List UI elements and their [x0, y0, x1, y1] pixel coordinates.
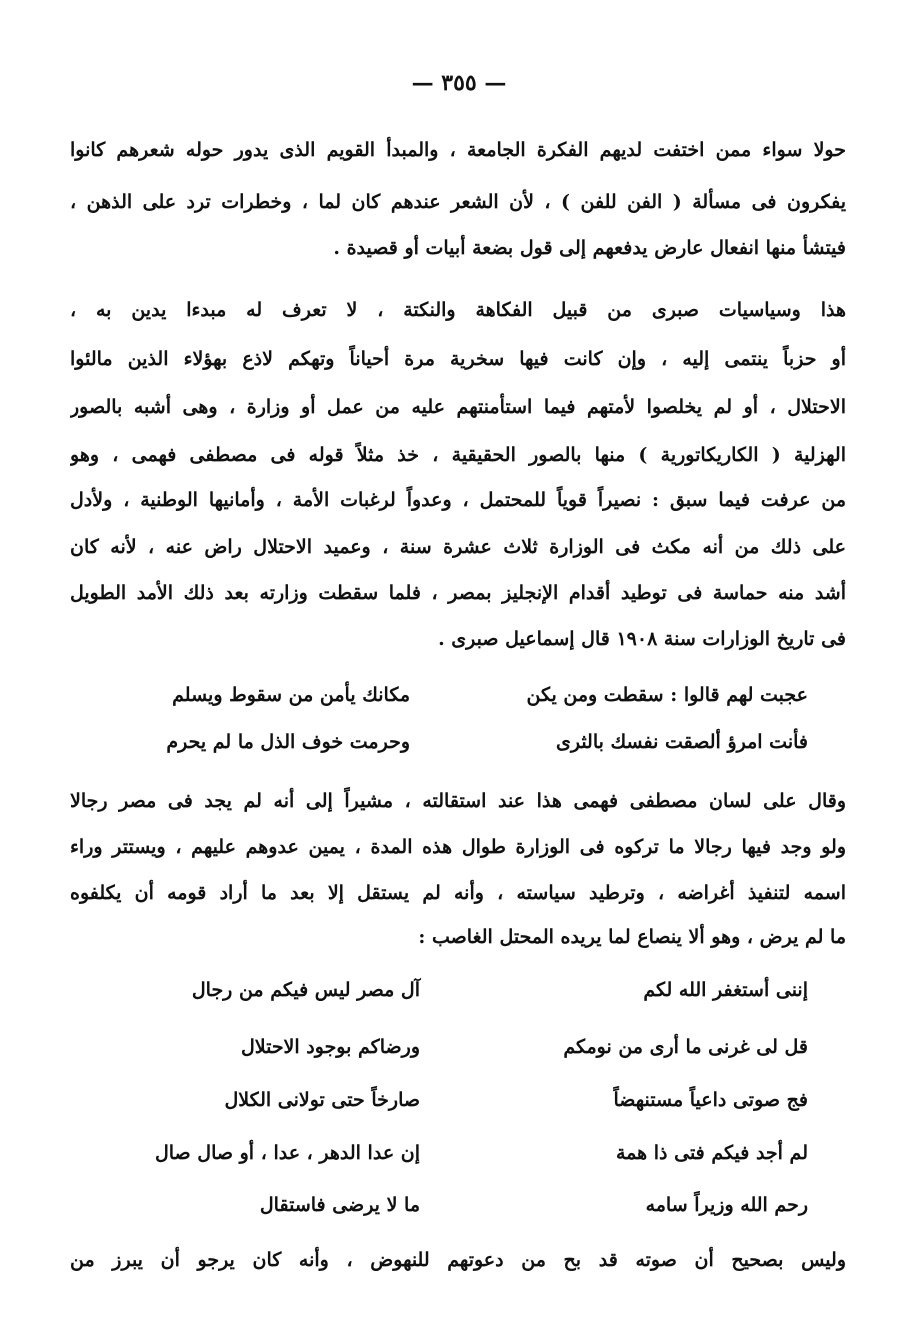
- paragraph-line: الاحتلال ، أو لم يخلصوا لأمتهم فيما استأمنتهم عليه من عمل أو وزارة ، وهى أشبه بالصور: [70, 396, 846, 418]
- paragraph-line: اسمه لتنفيذ أغراضه ، وترطيد سياسته ، وأنه لم يستقل إلا بعد ما أراد قومه أن يكلفوه: [70, 882, 846, 904]
- poem-second-hemistich: ما لا يرضى فاستقال: [259, 1194, 420, 1216]
- paragraph-line: أشد منه حماسة فى توطيد أقدام الإنجليز بمصر ، فلما سقطت وزارته بعد ذلك الأمد الطويل: [70, 582, 846, 604]
- poem-first-hemistich: لم أجد فيكم فتى ذا همة: [615, 1142, 808, 1164]
- poem-first-hemistich: رحم الله وزيراً سامه: [645, 1194, 808, 1216]
- paragraph-line: فى تاريخ الوزارات سنة ١٩٠٨ قال إسماعيل صبرى .: [438, 628, 846, 650]
- paragraph-line: ولو وجد فيها رجالا ما تركوه فى الوزارة طوال هذه المدة ، يمين عدوهم عليهم ، ويستتر وراء: [70, 836, 846, 858]
- paragraph-line: يفكرون فى مسألة ( الفن للفن ) ، لأن الشعر عندهم كان لما ، وخطرات ترد على الذهن ،: [70, 191, 846, 213]
- poem-second-hemistich: إن عدا الدهر ، عدا ، أو صال صال: [154, 1142, 420, 1164]
- poem-second-hemistich: آل مصر ليس فيكم من رجال: [191, 979, 420, 1001]
- paragraph-line: هذا وسياسيات صبرى من قبيل الفكاهة والنكتة ، لا تعرف له مبدءا يدين به ،: [70, 299, 846, 321]
- poem-second-hemistich: صارخاً حتى تولانى الكلال: [224, 1089, 420, 1111]
- paragraph-line: وقال على لسان مصطفى فهمى هذا عند استقالته ، مشيراً إلى أنه لم يجد فى مصر رجالا: [70, 790, 846, 812]
- paragraph-line: فيتشأ منها انفعال عارض يدفعهم إلى قول بضعة أبيات أو قصيدة .: [333, 237, 846, 259]
- verse-first-hemistich: فأنت امرؤ ألصقت نفسك بالثرى: [555, 731, 808, 753]
- paragraph-line: ما لم يرض ، وهو ألا ينصاع لما يريده المحتل الغاصب :: [418, 926, 846, 948]
- verse-second-hemistich: وحرمت خوف الذل ما لم يحرم: [166, 731, 410, 753]
- poem-second-hemistich: ورضاكم بوجود الاحتلال: [240, 1036, 420, 1058]
- paragraph-line: الهزلية ( الكاريكاتورية ) منها بالصور الحقيقية ، خذ مثلاً قوله فى مصطفى فهمى ، وهو: [70, 444, 846, 466]
- page-number: — ٣٥٥ —: [411, 70, 507, 96]
- paragraph-line: حولا سواء ممن اختفت لديهم الفكرة الجامعة ، والمبدأ القويم الذى يدور حوله شعرهم كانوا: [70, 139, 846, 161]
- poem-first-hemistich: قل لى غرنى ما أرى من نومكم: [563, 1036, 808, 1058]
- poem-first-hemistich: فج صوتى داعياً مستنهضاً: [613, 1089, 808, 1111]
- paragraph-line: من عرفت فيما سبق : نصيراً قوياً للمحتمل ، وعدواً لرغبات الأمة ، وأمانيها الوطنية ، ولأدل: [70, 489, 846, 511]
- paragraph-line: وليس بصحيح أن صوته قد بح من دعوتهم للنهوض ، وأنه كان يرجو أن يبرز من: [70, 1249, 846, 1271]
- verse-second-hemistich: مكانك يأمن من سقوط ويسلم: [172, 684, 410, 706]
- verse-first-hemistich: عجبت لهم قالوا : سقطت ومن يكن: [526, 684, 808, 706]
- paragraph-line: على ذلك من أنه مكث فى الوزارة ثلاث عشرة سنة ، وعميد الاحتلال راض عنه ، لأنه كان: [70, 536, 846, 558]
- paragraph-line: أو حزباً ينتمى إليه ، وإن كانت فيها سخرية مرة أحياناً وتهكم لاذع بهؤلاء الذين مالئوا: [70, 348, 846, 370]
- poem-first-hemistich: إننى أستغفر الله لكم: [643, 979, 808, 1001]
